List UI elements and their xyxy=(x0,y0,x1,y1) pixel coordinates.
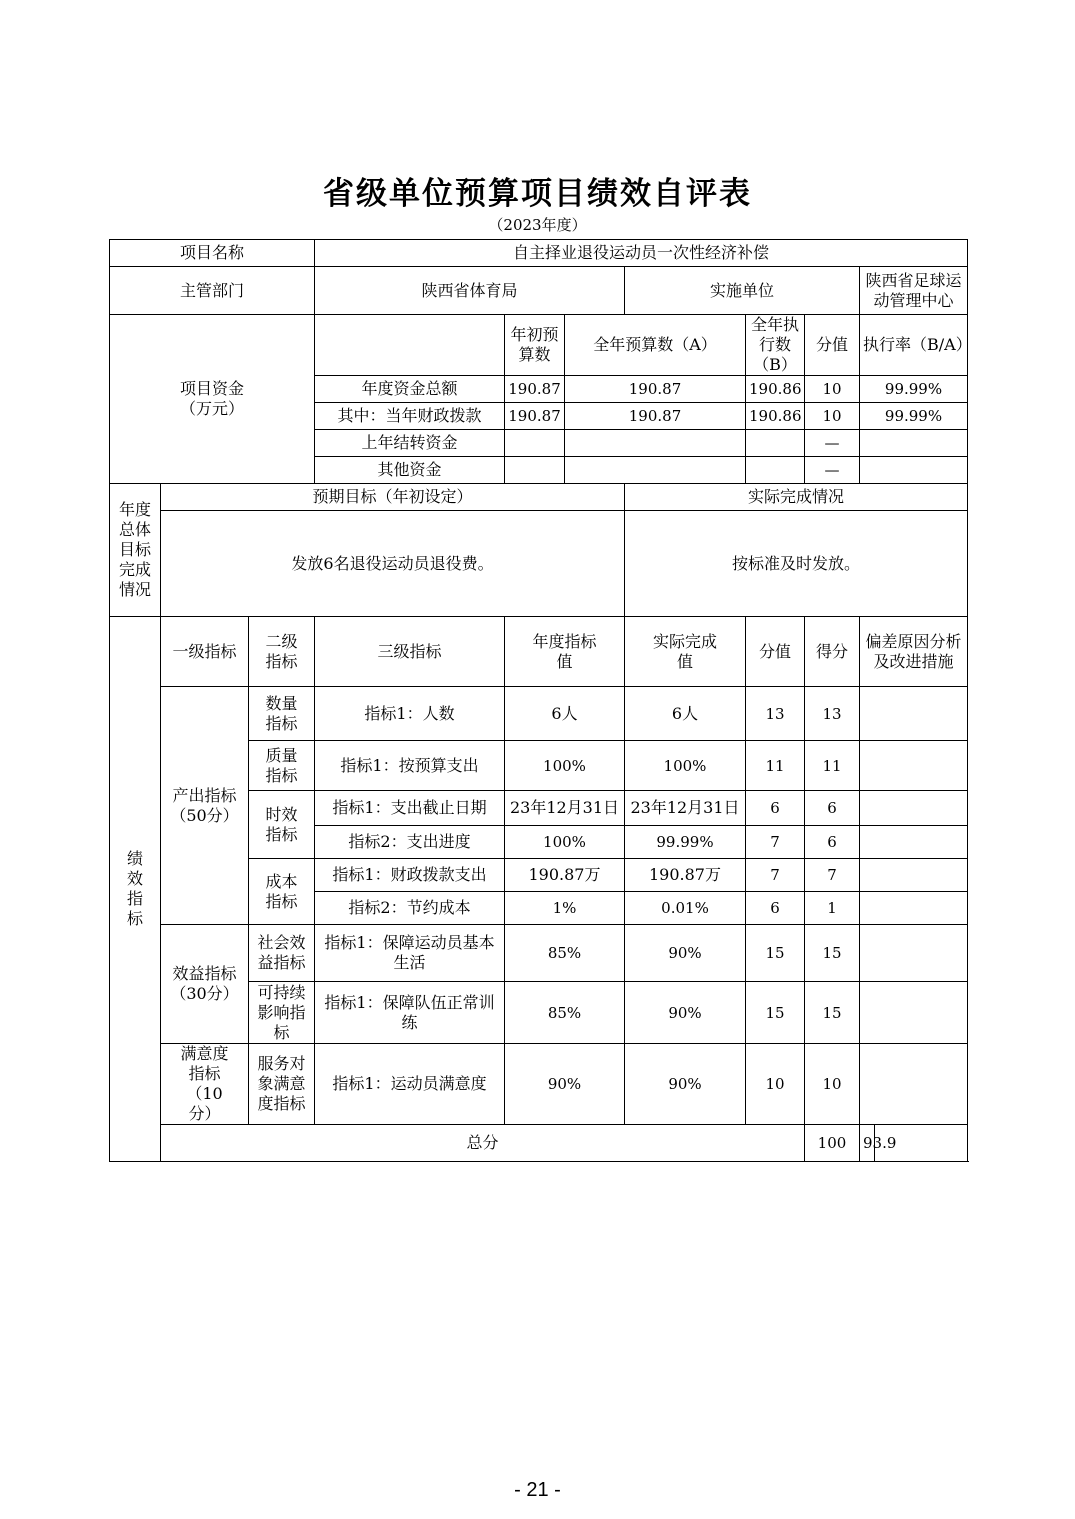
level2-cell xyxy=(249,741,315,791)
target-cell: 90% xyxy=(505,1044,625,1125)
header-score-value: 分值 xyxy=(746,617,805,687)
level1-text: 满意度指标（10分） xyxy=(180,1044,229,1123)
funds-header-rate: 执行率（B/A） xyxy=(860,315,968,376)
level2-cell xyxy=(249,925,315,982)
actual-cell: 90% xyxy=(625,982,746,1044)
actual-cell: 99.99% xyxy=(625,826,746,859)
header-target-text: 年度指标值 xyxy=(532,631,597,671)
funds-label-text: 项目资金（万元） xyxy=(179,379,244,418)
score-value-cell: 6 xyxy=(746,892,805,925)
level2-cell xyxy=(249,1044,315,1125)
goals-header-row xyxy=(110,484,968,511)
header-target xyxy=(505,617,625,687)
header-actual xyxy=(625,617,746,687)
deviation-cell xyxy=(860,982,968,1044)
page-title: 省级单位预算项目绩效自评表 xyxy=(323,176,752,212)
actual-cell: 190.87万 xyxy=(625,859,746,892)
score-cell: 6 xyxy=(805,826,860,859)
total-score-value: 100 xyxy=(805,1125,860,1162)
level1-text: 产出指标（50分） xyxy=(170,785,239,825)
goals-label xyxy=(110,484,161,617)
page-subtitle: （2023年度） xyxy=(488,216,587,234)
level2-text: 质量指标 xyxy=(265,745,298,785)
level3-cell: 指标2：节约成本 xyxy=(315,892,505,925)
score-value-cell: 10 xyxy=(746,1044,805,1125)
target-cell: 100% xyxy=(505,826,625,859)
score-value-cell: 6 xyxy=(746,791,805,826)
score-value-cell: 13 xyxy=(746,687,805,741)
header-level3: 三级指标 xyxy=(315,617,505,687)
score-cell: 1 xyxy=(805,892,860,925)
indicator-row xyxy=(110,687,968,741)
deviation-cell xyxy=(860,791,968,826)
funds-row-initial xyxy=(505,430,565,457)
funds-header-annual: 全年预算数（A） xyxy=(565,315,746,376)
deviation-cell xyxy=(860,741,968,791)
goals-expected: 发放6名退役运动员退役费。 xyxy=(161,511,625,617)
actual-cell: 90% xyxy=(625,925,746,982)
project-name-value: 自主择业退役运动员一次性经济补偿 xyxy=(315,240,968,267)
funds-row-name: 年度资金总额 xyxy=(315,376,505,403)
total-score: 93.9 xyxy=(860,1125,875,1162)
department-value: 陕西省体育局 xyxy=(315,267,625,315)
target-cell: 6人 xyxy=(505,687,625,741)
project-name-row xyxy=(110,240,968,267)
score-value-cell: 15 xyxy=(746,982,805,1044)
target-cell: 1% xyxy=(505,892,625,925)
funds-row-annual: 190.87 xyxy=(565,403,746,430)
level1-text: 效益指标（30分） xyxy=(170,964,239,1003)
project-name-label: 项目名称 xyxy=(110,240,315,267)
level3-cell: 指标1：按预算支出 xyxy=(315,741,505,791)
score-cell: 10 xyxy=(805,1044,860,1125)
level2-text: 成本指标 xyxy=(265,871,298,911)
page-number: - 21 - xyxy=(514,1479,561,1501)
department-label: 主管部门 xyxy=(110,267,315,315)
level2-cell xyxy=(249,982,315,1044)
deviation-cell xyxy=(860,687,968,741)
funds-row-initial xyxy=(505,457,565,484)
actual-cell: 0.01% xyxy=(625,892,746,925)
target-cell: 85% xyxy=(505,982,625,1044)
score-cell: 11 xyxy=(805,741,860,791)
level2-cell xyxy=(249,859,315,925)
level1-cell xyxy=(161,1044,249,1125)
funds-row-annual: 190.87 xyxy=(565,376,746,403)
goals-expected-header: 预期目标（年初设定） xyxy=(161,484,625,511)
actual-cell: 90% xyxy=(625,1044,746,1125)
deviation-cell xyxy=(860,859,968,892)
score-cell: 6 xyxy=(805,791,860,826)
header-level1: 一级指标 xyxy=(161,617,249,687)
score-cell: 15 xyxy=(805,925,860,982)
funds-header-row xyxy=(110,315,968,376)
funds-row-annual xyxy=(565,430,746,457)
header-level2 xyxy=(249,617,315,687)
actual-cell: 100% xyxy=(625,741,746,791)
funds-row-executed: 190.86 xyxy=(746,403,805,430)
funds-row-name: 其中：当年财政拨款 xyxy=(315,403,505,430)
score-value-cell: 11 xyxy=(746,741,805,791)
deviation-cell xyxy=(860,826,968,859)
funds-row-initial: 190.87 xyxy=(505,403,565,430)
level2-text: 时效指标 xyxy=(265,804,298,844)
goals-content-row xyxy=(110,511,968,617)
deviation-cell xyxy=(860,1044,968,1125)
implementing-unit-label: 实施单位 xyxy=(625,267,860,315)
performance-header-row xyxy=(110,617,968,687)
goals-label-text: 年度总体目标完成情况 xyxy=(118,500,151,599)
funds-row-name: 上年结转资金 xyxy=(315,430,505,457)
funds-row-rate xyxy=(860,430,968,457)
indicator-row xyxy=(110,1044,968,1125)
funds-row-executed xyxy=(746,430,805,457)
level3-cell: 指标1：保障队伍正常训练 xyxy=(315,982,505,1044)
funds-row-score-value: 10 xyxy=(805,403,860,430)
implementing-unit-value: 陕西省足球运动管理中心 xyxy=(860,267,968,315)
total-row xyxy=(110,1125,968,1162)
target-cell: 190.87万 xyxy=(505,859,625,892)
funds-row-initial: 190.87 xyxy=(505,376,565,403)
funds-label xyxy=(110,315,315,484)
funds-header-blank xyxy=(315,315,505,376)
level3-cell: 指标1：财政拨款支出 xyxy=(315,859,505,892)
level3-cell: 指标2：支出进度 xyxy=(315,826,505,859)
level1-cell xyxy=(161,925,249,1044)
goals-actual: 按标准及时发放。 xyxy=(625,511,968,617)
score-cell: 13 xyxy=(805,687,860,741)
actual-cell: 23年12月31日 xyxy=(625,791,746,826)
funds-row-annual xyxy=(565,457,746,484)
funds-row-score-value: 10 xyxy=(805,376,860,403)
level3-cell: 指标1：运动员满意度 xyxy=(315,1044,505,1125)
funds-row-executed: 190.86 xyxy=(746,376,805,403)
score-cell: 7 xyxy=(805,859,860,892)
level3-cell: 指标1：支出截止日期 xyxy=(315,791,505,826)
funds-row-score-value: — xyxy=(805,457,860,484)
performance-label xyxy=(110,617,161,1162)
score-cell: 15 xyxy=(805,982,860,1044)
funds-row-rate: 99.99% xyxy=(860,376,968,403)
funds-row-rate xyxy=(860,457,968,484)
department-row xyxy=(110,267,968,315)
evaluation-table xyxy=(109,239,972,1162)
goals-actual-header: 实际完成情况 xyxy=(625,484,968,511)
score-value-cell: 7 xyxy=(746,859,805,892)
level1-cell xyxy=(161,687,249,925)
header-actual-text: 实际完成值 xyxy=(652,631,717,671)
target-cell: 85% xyxy=(505,925,625,982)
funds-header-executed: 全年执行数（B） xyxy=(746,315,805,376)
performance-label-text: 绩效指标 xyxy=(126,849,143,928)
funds-row-name: 其他资金 xyxy=(315,457,505,484)
level2-text: 数量指标 xyxy=(265,693,298,733)
actual-cell: 6人 xyxy=(625,687,746,741)
header-deviation-text: 偏差原因分析及改进措施 xyxy=(865,631,962,671)
target-cell: 100% xyxy=(505,741,625,791)
header-level2-text: 二级指标 xyxy=(265,631,298,671)
level2-cell xyxy=(249,791,315,859)
funds-row-executed xyxy=(746,457,805,484)
level3-cell: 指标1：人数 xyxy=(315,687,505,741)
header-deviation xyxy=(860,617,968,687)
level2-cell xyxy=(249,687,315,741)
level2-text: 可持续影响指标 xyxy=(257,982,306,1042)
score-value-cell: 15 xyxy=(746,925,805,982)
header-score: 得分 xyxy=(805,617,860,687)
deviation-cell xyxy=(860,892,968,925)
score-value-cell: 7 xyxy=(746,826,805,859)
total-label: 总分 xyxy=(161,1125,805,1162)
funds-row-rate: 99.99% xyxy=(860,403,968,430)
funds-header-score-value: 分值 xyxy=(805,315,860,376)
indicator-row xyxy=(110,925,968,982)
level2-text: 社会效益指标 xyxy=(257,933,306,972)
deviation-cell xyxy=(860,925,968,982)
level3-cell: 指标1：保障运动员基本生活 xyxy=(315,925,505,982)
target-cell: 23年12月31日 xyxy=(505,791,625,826)
level2-text: 服务对象满意度指标 xyxy=(257,1054,306,1113)
funds-header-initial: 年初预算数 xyxy=(505,315,565,376)
funds-row-score-value: — xyxy=(805,430,860,457)
